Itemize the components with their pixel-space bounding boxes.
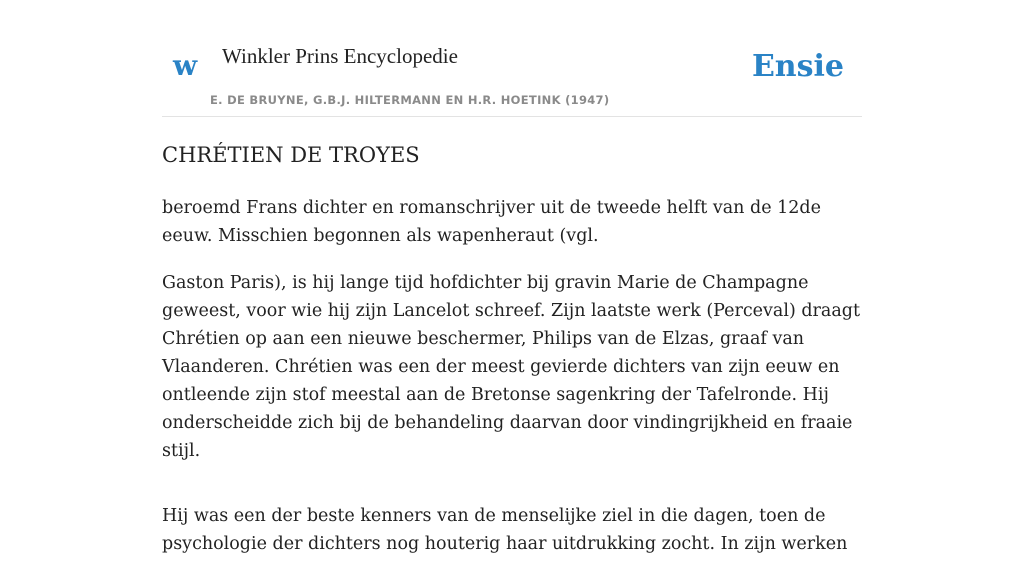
source-title[interactable]: Winkler Prins Encyclopedie xyxy=(222,44,458,68)
article-paragraph: beroemd Frans dichter en romanschrijver uit de tweede helft van de 12de eeuw. Misschien begonnen als wapenheraut (vgl. xyxy=(162,198,821,246)
page-header xyxy=(162,0,862,117)
article xyxy=(162,140,862,577)
article-paragraph: Hij was een der beste kenners van de menselijke ziel in die dagen, toen de psychologie der dichters nog houterig haar uitdrukking zocht. In zijn werken xyxy=(162,506,848,554)
article-title: CHRÉTIEN DE TROYES xyxy=(162,143,420,167)
source-authors: E. DE BRUYNE, G.B.J. HILTERMANN EN H.R. HOETINK (1947) xyxy=(210,93,610,107)
article-paragraph: Gaston Paris), is hij lange tijd hofdichter bij gravin Marie de Champagne geweest, voor wie hij zijn Lancelot schreef. Zijn laatste werk (Perceval) draagt Chrétien op aan een nieuwe beschermer, Philips van de Elzas, graaf van Vlaanderen. Chrétien was een der meest gevierde dichters van zijn eeuw en ontleende zijn stof meestal aan de Bretonse sagenkring der Tafelronde. Hij onderscheidde zich bij de behandeling daarvan door vindingrijkheid en fraaie stijl. xyxy=(162,273,861,461)
ensie-logo[interactable]: Ensie xyxy=(751,49,844,84)
source-logo[interactable]: w xyxy=(173,49,198,82)
